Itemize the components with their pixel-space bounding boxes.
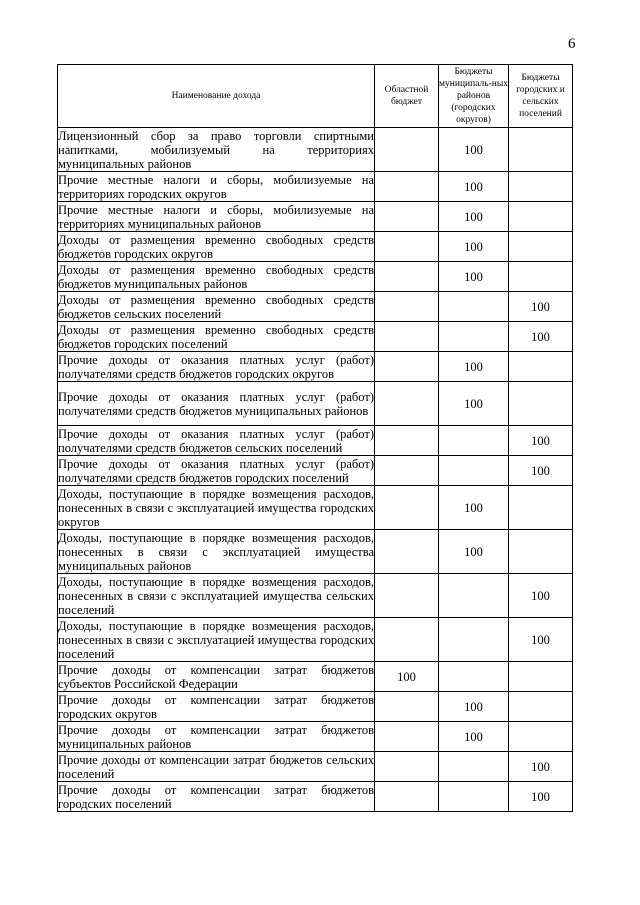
municipal-share-cell [439,574,509,618]
settlement-share-cell: 100 [509,574,573,618]
settlement-share-cell [509,202,573,232]
revenue-name-cell: Доходы от размещения временно свободных средств бюджетов муниципальных районов [58,262,374,291]
revenue-name-cell: Доходы, поступающие в порядке возмещения расходов, понесенных в связи с эксплуатацией имущества городских поселений [58,618,374,661]
revenue-name-cell: Прочие местные налоги и сборы, мобилизуемые на территориях муниципальных районов [58,202,374,231]
revenue-distribution-table [57,64,573,812]
header-municipal-budgets: Бюджеты муниципаль-ных районов (городских округов) [439,65,509,128]
municipal-share-cell: 100 [439,722,509,752]
regional-share-cell [375,692,439,722]
revenue-name-cell: Прочие доходы от компенсации затрат бюджетов муниципальных районов [58,722,374,751]
table-row [58,574,573,618]
municipal-share-cell [439,456,509,486]
regional-share-cell [375,618,439,662]
revenue-name-cell: Прочие доходы от компенсации затрат бюджетов городских округов [58,692,374,721]
municipal-share-cell: 100 [439,128,509,172]
settlement-share-cell: 100 [509,322,573,352]
revenue-name-cell: Доходы от размещения временно свободных средств бюджетов городских поселений [58,322,374,351]
revenue-name-cell: Доходы от размещения временно свободных средств бюджетов сельских поселений [58,292,374,321]
revenue-name-cell: Прочие местные налоги и сборы, мобилизуемые на территориях городских округов [58,172,374,201]
regional-share-cell [375,752,439,782]
settlement-share-cell: 100 [509,782,573,812]
municipal-share-cell [439,782,509,812]
municipal-share-cell [439,322,509,352]
header-settlement-budgets: Бюджеты городских и сельских поселений [509,65,573,128]
settlement-share-cell [509,128,573,172]
municipal-share-cell: 100 [439,172,509,202]
regional-share-cell [375,322,439,352]
table-row [58,486,573,530]
table-row [58,262,573,292]
settlement-share-cell: 100 [509,456,573,486]
revenue-name-cell: Доходы от размещения временно свободных средств бюджетов городских округов [58,232,374,261]
municipal-share-cell: 100 [439,382,509,426]
table-row [58,128,573,172]
regional-share-cell [375,202,439,232]
municipal-share-cell [439,426,509,456]
table-row [58,322,573,352]
revenue-name-cell: Прочие доходы от компенсации затрат бюджетов городских поселений [58,782,374,811]
revenue-name-cell: Прочие доходы от оказания платных услуг (работ) получателями средств бюджетов муниципальных районов [58,382,375,426]
page-number: 6 [568,36,576,52]
settlement-share-cell: 100 [509,292,573,322]
settlement-share-cell: 100 [509,618,573,662]
settlement-share-cell [509,692,573,722]
table-row [58,752,573,782]
regional-share-cell [375,486,439,530]
municipal-share-cell [439,662,509,692]
regional-share-cell [375,782,439,812]
table-row [58,232,573,262]
table-row [58,352,573,382]
municipal-share-cell [439,752,509,782]
regional-share-cell [375,574,439,618]
table-row [58,456,573,486]
settlement-share-cell [509,662,573,692]
table-header [58,65,573,128]
regional-share-cell [375,426,439,456]
revenue-name-cell: Прочие доходы от оказания платных услуг (работ) получателями средств бюджетов сельских поселений [58,426,374,455]
regional-share-cell [375,382,439,426]
municipal-share-cell: 100 [439,692,509,722]
settlement-share-cell [509,172,573,202]
header-revenue-name: Наименование дохода [58,65,375,128]
settlement-share-cell [509,382,573,426]
settlement-share-cell [509,722,573,752]
table-body [58,128,573,812]
revenue-name-cell: Доходы, поступающие в порядке возмещения расходов, понесенных в связи с эксплуатацией имущества муниципальных районов [58,530,374,573]
regional-share-cell [375,128,439,172]
revenue-name-cell: Прочие доходы от оказания платных услуг (работ) получателями средств бюджетов городских округов [58,352,374,381]
table-row [58,530,573,574]
settlement-share-cell: 100 [509,426,573,456]
municipal-share-cell [439,618,509,662]
settlement-share-cell [509,352,573,382]
regional-share-cell [375,262,439,292]
revenue-name-cell: Доходы, поступающие в порядке возмещения расходов, понесенных в связи с эксплуатацией имущества сельских поселений [58,574,374,617]
municipal-share-cell: 100 [439,232,509,262]
regional-share-cell [375,172,439,202]
revenue-name-cell: Прочие доходы от компенсации затрат бюджетов сельских поселений [58,752,374,781]
municipal-share-cell [439,292,509,322]
regional-share-cell [375,232,439,262]
revenue-name-cell: Прочие доходы от оказания платных услуг (работ) получателями средств бюджетов городских поселений [58,456,374,485]
table-row [58,172,573,202]
revenue-name-cell: Лицензионный сбор за право торговли спиртными напитками, мобилизуемый на территориях муниципальных районов [58,128,374,171]
municipal-share-cell: 100 [439,352,509,382]
revenue-name-cell: Доходы, поступающие в порядке возмещения расходов, понесенных в связи с эксплуатацией имущества городских округов [58,486,374,529]
settlement-share-cell [509,232,573,262]
settlement-share-cell [509,530,573,574]
municipal-share-cell: 100 [439,486,509,530]
table-row [58,382,573,426]
table-row [58,662,573,692]
regional-share-cell [375,722,439,752]
table-row [58,782,573,812]
table-row [58,618,573,662]
municipal-share-cell: 100 [439,530,509,574]
regional-share-cell [375,292,439,322]
table-row [58,692,573,722]
table-row [58,722,573,752]
regional-share-cell [375,456,439,486]
header-regional-budget: Областной бюджет [375,65,439,128]
settlement-share-cell [509,262,573,292]
table-row [58,292,573,322]
municipal-share-cell: 100 [439,262,509,292]
regional-share-cell [375,530,439,574]
table-row [58,426,573,456]
settlement-share-cell: 100 [509,752,573,782]
regional-share-cell: 100 [375,662,439,692]
revenue-name-cell: Прочие доходы от компенсации затрат бюджетов субъектов Российской Федерации [58,662,374,691]
table-row [58,202,573,232]
municipal-share-cell: 100 [439,202,509,232]
settlement-share-cell [509,486,573,530]
regional-share-cell [375,352,439,382]
